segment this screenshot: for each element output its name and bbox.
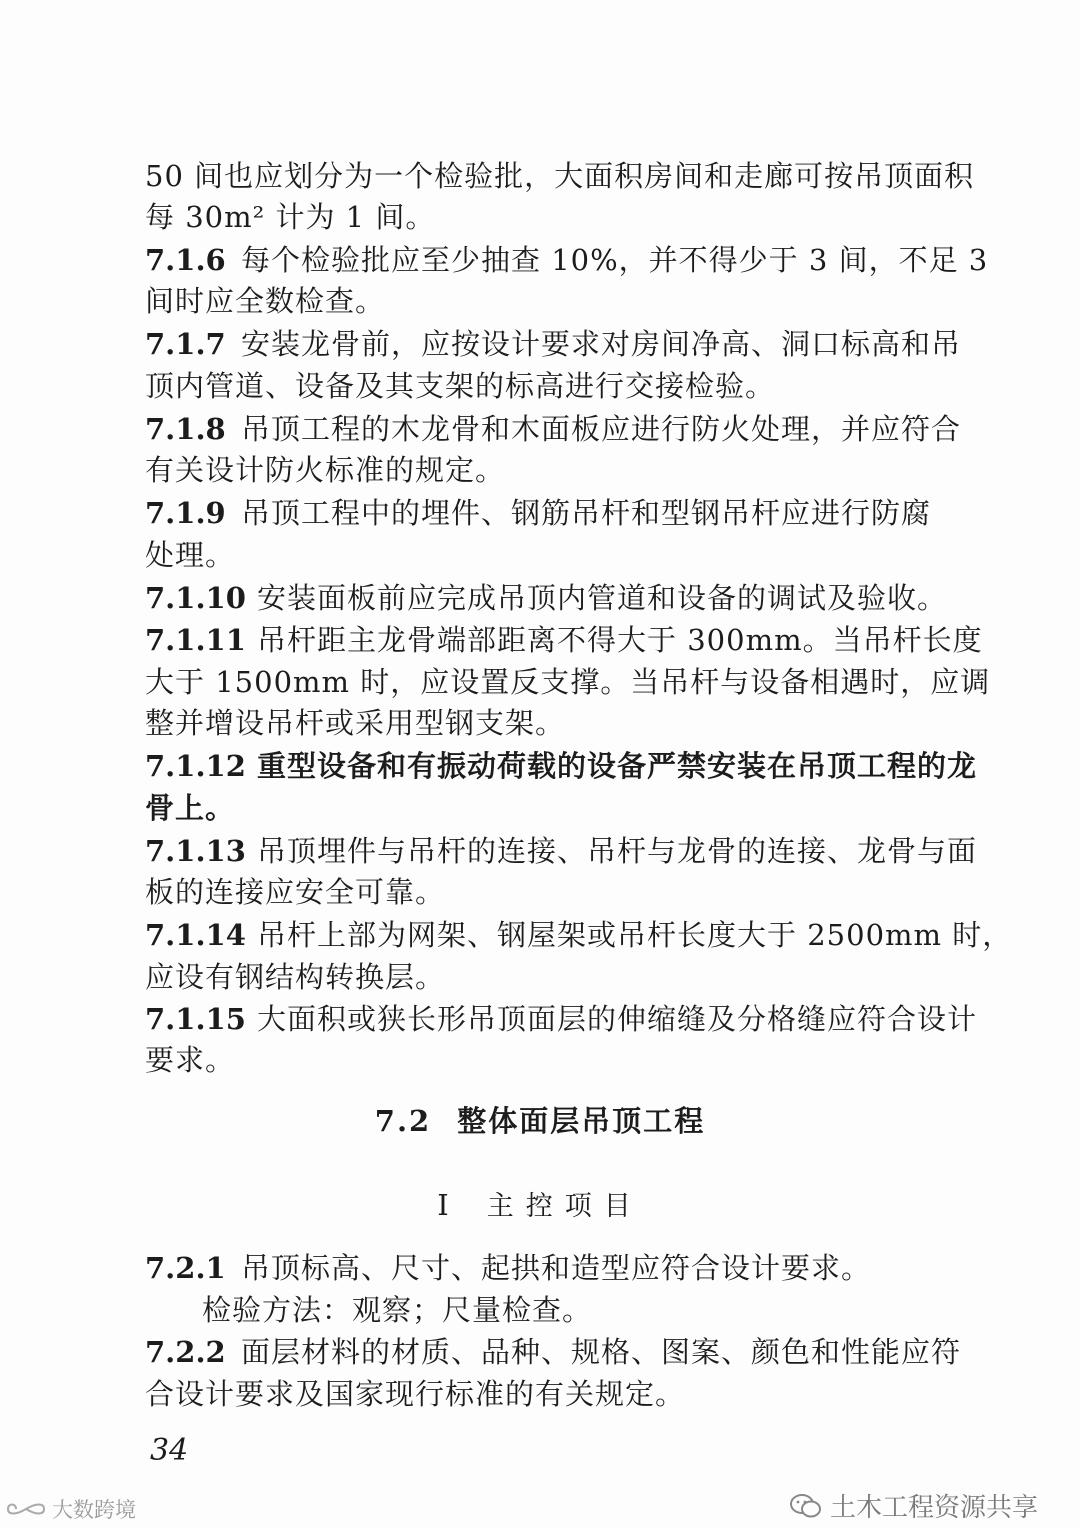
watermark-text: 土木工程资源共享 — [830, 1493, 1039, 1523]
clause-7-1-13 — [145, 831, 978, 871]
watermark-left — [6, 1494, 136, 1524]
text-line: 要求。 — [145, 1043, 236, 1077]
clause-7-1-6 — [145, 240, 989, 280]
clause-text: 每个检验批应至少抽查 10%，并不得少于 3 间，不足 3 — [241, 243, 989, 277]
clause-number: 7.2.1 — [145, 1251, 226, 1285]
text-line: 整并增设吊杆或采用型钢支架。 — [145, 706, 566, 740]
clause-7-1-7 — [145, 324, 962, 364]
text-line: 有关设计防火标准的规定。 — [145, 453, 506, 487]
clause-text: 安装龙骨前，应按设计要求对房间净高、洞口标高和吊 — [241, 327, 962, 361]
section-heading — [0, 1101, 1080, 1141]
clause-text: 安装面板前应完成吊顶内管道和设备的调试及验收。 — [257, 581, 948, 615]
clause-7-1-9 — [145, 493, 935, 533]
clause-7-1-11 — [145, 620, 983, 660]
watermark-right — [790, 1487, 1038, 1524]
inspection-method: 检验方法：观察；尺量检查。 — [202, 1293, 593, 1327]
clause-7-1-12 — [145, 746, 978, 786]
clause-text: 吊顶埋件与吊杆的连接、吊杆与龙骨的连接、龙骨与面 — [257, 834, 978, 868]
infinity-logo-icon — [6, 1499, 46, 1519]
text-line: 板的连接应安全可靠。 — [145, 875, 446, 909]
clause-text: 大面积或狭长形吊顶面层的伸缩缝及分格缝应符合设计 — [257, 1002, 978, 1036]
clause-7-1-15 — [145, 999, 978, 1039]
clause-number: 7.1.12 — [145, 749, 246, 783]
clause-number: 7.1.6 — [145, 243, 226, 277]
page-number: 34 — [150, 1433, 189, 1468]
clause-number: 7.1.11 — [145, 623, 246, 657]
subsection-title-text: 主控项目 — [486, 1191, 643, 1222]
clause-text: 吊顶工程的木龙骨和木面板应进行防火处理，并应符合 — [241, 412, 962, 446]
text-line: 顶内管道、设备及其支架的标高进行交接检验。 — [145, 369, 776, 403]
clause-text: 重型设备和有振动荷载的设备严禁安装在吊顶工程的龙 — [257, 749, 978, 783]
clause-7-2-2 — [145, 1332, 962, 1372]
text-line: 大于 1500mm 时，应设置反支撑。当吊杆与设备相遇时，应调 — [145, 665, 991, 699]
clause-7-1-10 — [145, 578, 948, 618]
subsection-roman: Ⅰ — [437, 1188, 461, 1222]
clause-text: 面层材料的材质、品种、规格、图案、颜色和性能应符 — [241, 1335, 962, 1369]
subsection-heading — [0, 1185, 1080, 1227]
clause-text: 吊顶工程中的埋件、钢筋吊杆和型钢吊杆应进行防腐 — [241, 496, 932, 530]
clause-text: 吊杆上部为网架、钢屋架或吊杆长度大于 2500mm 时， — [257, 918, 1013, 952]
clause-7-1-14 — [145, 915, 1013, 955]
clause-7-1-8 — [145, 409, 962, 449]
watermark-text: 大数跨境 — [52, 1498, 136, 1522]
section-title-text: 整体面层吊顶工程 — [457, 1104, 706, 1138]
clause-number: 7.1.15 — [145, 1002, 246, 1036]
text-line: 应设有钢结构转换层。 — [145, 960, 446, 994]
clause-text: 吊杆距主龙骨端部距离不得大于 300mm。当吊杆长度 — [257, 623, 983, 657]
section-number: 7.2 — [374, 1104, 432, 1138]
text-line: 合设计要求及国家现行标准的有关规定。 — [145, 1377, 686, 1411]
clause-number: 7.1.7 — [145, 327, 226, 361]
clause-7-2-1 — [145, 1248, 935, 1288]
text-line: 50 间也应划分为一个检验批，大面积房间和走廊可按吊顶面积 — [145, 159, 975, 193]
clause-number: 7.1.14 — [145, 918, 246, 952]
wechat-icon — [790, 1493, 822, 1519]
text-line: 骨上。 — [145, 791, 236, 825]
clause-number: 7.1.10 — [145, 581, 246, 615]
clause-number: 7.1.8 — [145, 412, 226, 446]
text-line: 每 30m² 计为 1 间。 — [145, 200, 436, 234]
clause-number: 7.1.9 — [145, 496, 226, 530]
clause-number: 7.1.13 — [145, 834, 246, 868]
clause-text: 吊顶标高、尺寸、起拱和造型应符合设计要求。 — [241, 1251, 872, 1285]
text-line: 间时应全数检查。 — [145, 284, 386, 318]
clause-number: 7.2.2 — [145, 1335, 226, 1369]
text-line: 处理。 — [145, 538, 236, 572]
